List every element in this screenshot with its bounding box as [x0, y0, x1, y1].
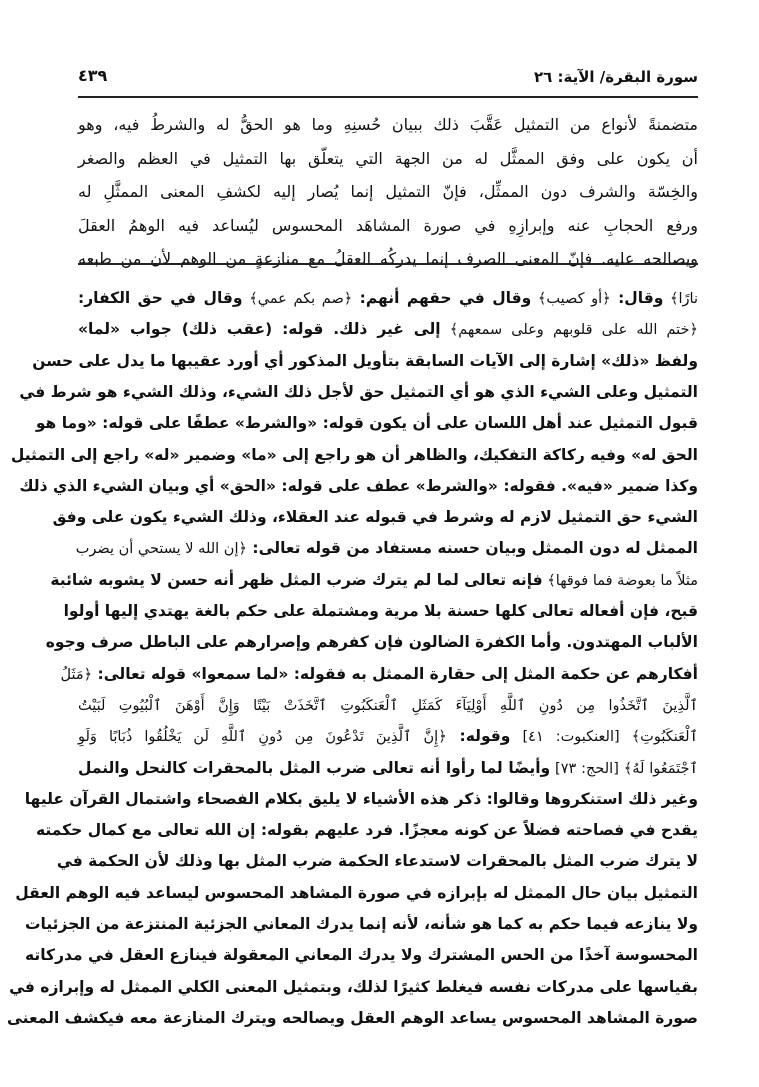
text-segment: متضمنةً لأنواع من التمثيل عَقَّبَ ذلك ببيان حُسنِهِ وما هو الحقُّ له والشرطُ فيه، وهو [78, 115, 698, 134]
text-line [78, 211, 698, 241]
header-rule [78, 96, 698, 98]
text-segment: التمثيل بيان حال الممثل له بإبرازه في صورة المشاهد المحسوس ليساعد فيه الوهم العقل [15, 883, 698, 902]
text-line [25, 940, 698, 970]
quran-quote: ﴿أو كصيب﴾ [531, 291, 611, 307]
text-line [32, 346, 698, 376]
text-segment: أن يكون على وفق الممثَّل له من الجهة التي يتعلّق بها التمثيل في العظم والصغر [78, 148, 698, 168]
quran-quote: نارًا﴾ [663, 291, 698, 307]
quran-quote: ﴿صم بكم عمي﴾ [242, 291, 353, 307]
quran-quote: ﴿مَثَلُ [60, 666, 93, 683]
text-line [24, 784, 698, 814]
text-segment: ويصالحه عليه. فإنّ المعنى الصرف إنما يدركُه العقلُ مع منازعةٍ من الوهم لأن من طبعه [78, 249, 698, 268]
text-segment: يقدح في فصاحته فضلاً عن كونه معجزًا. فرد عليهم بقوله: إن الله تعالى مع كمال حكمته [36, 821, 698, 840]
text-line [78, 753, 698, 783]
text-segment: فإنه تعالى لما لم يترك ضرب المثل ظهر أنه حسن لا يشوبه شائبة [50, 570, 543, 589]
text-line [78, 283, 698, 313]
text-line [10, 440, 698, 470]
text-segment: قبح، فإن أفعاله تعالى كلها حسنة بلا مرية ومشتملة على حكم بالغة يهتدي إليها أولوا [63, 602, 698, 620]
text-line [19, 377, 698, 407]
text-line [78, 144, 698, 174]
text-line [45, 627, 698, 657]
text-line [78, 177, 698, 207]
quran-quote: مثلاً ما بعوضة فما فوقها﴾ [542, 572, 698, 589]
running-header [78, 64, 698, 92]
text-line [52, 502, 698, 532]
text-segment: وقوله: [446, 727, 511, 746]
text-line [78, 721, 698, 751]
text-segment: وقال: [610, 289, 664, 307]
text-segment: ورفع الحجابِ عنه وإبرازِهِ في صورة المشاهَد المحسوس ليُساعد فيه الوهمُ العقلَ [78, 215, 698, 235]
text-segment: وأيضًا لما رأوا أنه تعالى ضرب المثل بالمحقرات كالنحل والنمل [78, 758, 551, 777]
text-segment: ولا ينازعه فيما حكم به كما هو شأنه، لأنه إنما يدرك المعاني الجزئية المنتزعة من الجزئيات [24, 915, 698, 933]
quran-quote: ﴿إِنَّ ٱلَّذِينَ تَدْعُونَ مِن دُونِ ٱللَّهِ لَن يَخْلُقُوا ذُبَابًا وَلَوِ [78, 729, 447, 746]
text-segment: الألباب المهتدون. وأما الكفرة الضالون فإن كفرهم وإصرارهم على الباطل صرف وجوه [45, 633, 698, 652]
text-segment: ولفظ «ذلك» إشارة إلى الآيات السابقة بتأويل المذكور أي أورد عقيبها ما يدل على حسن [32, 351, 698, 370]
text-segment: وغير ذلك استنكروها وقالوا: ذكر هذه الأشياء لا يليق بكلام الفصحاء واشتمال القرآن عليها [24, 789, 698, 808]
text-line [56, 846, 698, 876]
text-line [63, 596, 698, 626]
quran-quote: ٱلَّذِينَ ٱتَّخَذُوا مِن دُونِ ٱللَّهِ أَوْلِيَآءَ كَمَثَلِ ٱلْعَنكَبُوتِ ٱتَّخَذَتْ بَيْتًا وَإِنَّ أَوْهَنَ ٱلْبُيُوتِ لَبَيْتُ [78, 697, 698, 714]
text-line [15, 878, 698, 908]
text-line [78, 244, 698, 274]
text-segment: قبول التمثيل عند أهل اللسان على أن يكون قوله: «والشرط» عطفًا على قوله: «وما هو [35, 414, 698, 433]
text-segment: لا يترك ضرب المثل بالمحقرات لاستدعاء الحكمة ضرب المثل بها وذلك لأن الحكمة في [56, 852, 698, 871]
text-line [9, 972, 698, 1002]
quran-quote: ﴿إن الله لا يستحي أن يضرب [75, 541, 247, 558]
text-line [75, 533, 698, 563]
text-segment: وقال في حق الكفار: [78, 289, 243, 307]
page-number: ٤٣٩ [78, 66, 108, 85]
footnote-rule [78, 263, 698, 265]
text-segment: الشيء حق التمثيل لازم له وشرط في قبوله عند العقلاء، وذلك الشيء يكون على وفق [52, 508, 698, 527]
text-segment: المحسوسة آخذًا من الحس المشترك ولا يدرك المعاني المعقولة فينازع العقل في مدركاته [25, 946, 698, 965]
quran-quote: ﴿ختم الله على قلوبهم وعلى سمعهم﴾ [440, 322, 699, 339]
text-segment: وكذا ضمير «فيه». فقوله: «والشرط» عطف على قوله: «الحق» أي وبيان الشيء الذي ذلك [19, 476, 698, 495]
text-segment: الممثل له دون الممثل وبيان حسنه مستفاد من قوله تعالى: [246, 539, 698, 558]
text-line [78, 690, 698, 720]
text-line [24, 909, 698, 939]
text-segment: بقياسها على مدركات نفسه فيغلط كثيرًا لذلك، وبتمثيل المعنى الكلي الممثل له وإبرازه في [9, 977, 698, 996]
text-line [50, 565, 698, 595]
text-line [7, 1003, 698, 1033]
text-line [35, 408, 698, 438]
text-segment: إلى غير ذلك. قوله: (عقب ذلك) جواب «لما» [78, 320, 441, 339]
text-line [19, 471, 698, 501]
text-line [60, 659, 698, 689]
text-line [78, 314, 698, 344]
text-line [78, 110, 698, 140]
text-line [36, 815, 698, 845]
text-segment: وقال في حقهم أنهم: [352, 289, 532, 307]
quran-quote: ٱجْتَمَعُوا لَهُ﴾ [الحج: ٧٣] [550, 760, 698, 777]
text-segment: التمثيل وعلى الشيء الذي هو أي التمثيل حق لأجل ذلك الشيء، وذلك الشيء هو شرط في [19, 382, 698, 401]
quran-quote: ٱلْعَنكَبُوتِ﴾ [العنكبوت: ٤١] [510, 729, 698, 746]
text-segment: الحق له» وفيه ركاكة التفكيك، والظاهر أن هو راجع إلى «ما» وضمير «له» راجع إلى التمثيل [10, 445, 698, 464]
text-segment: صورة المشاهد المحسوس يساعد الوهم العقل ويصالحه ويترك المنازعة معه فيكشف المعنى [7, 1008, 698, 1027]
text-segment: أفكارهم عن حكمة المثل إلى حقارة الممثل به فقوله: «لما سمعوا» قوله تعالى: [92, 664, 698, 683]
text-segment: والخِسّة والشرف دون الممثِّل، فإنّ التمثيل إنما يُصار إليه لكشفِ المعنى الممثَّلِ له [78, 182, 698, 201]
header-title: سورة البقرة/ الآية: ٢٦ [533, 68, 698, 86]
